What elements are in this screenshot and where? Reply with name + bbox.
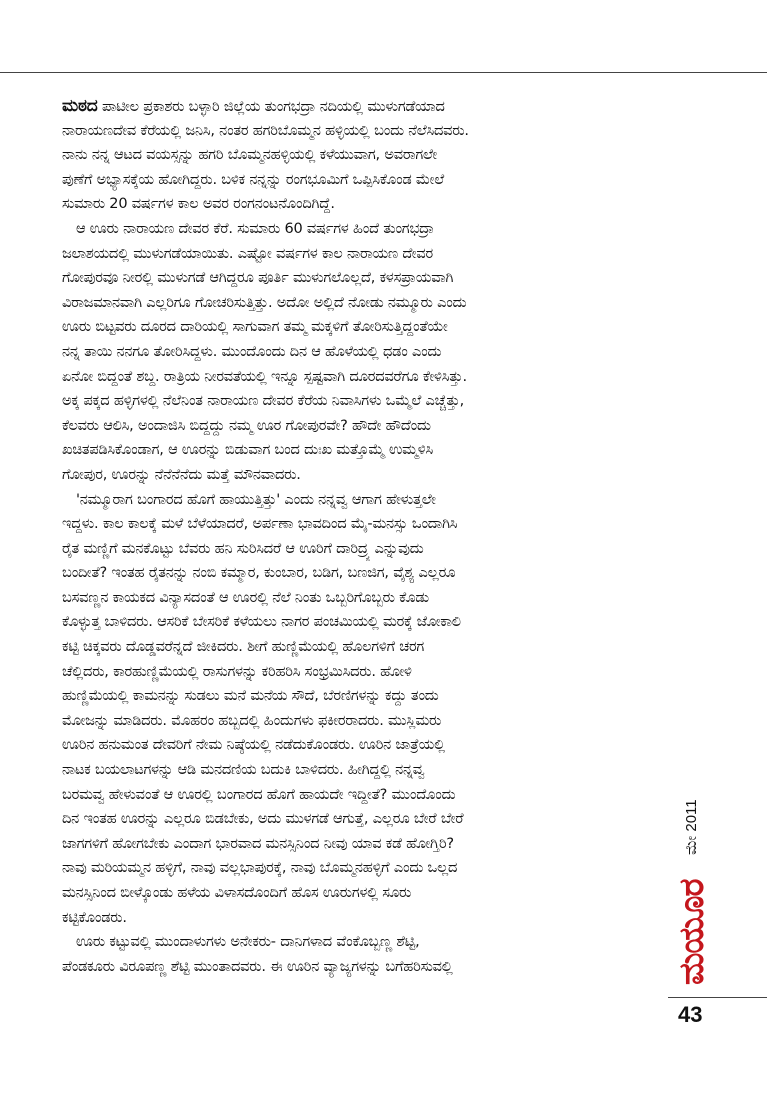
text-line: ಬಸವಣ್ಣನ ಕಾಯಕದ ವಿನ್ಯಾಸದಂತೆ ಆ ಊರಲ್ಲಿ ನೆಲೆ ನಿಂತು ಒಬ್ಬರಿಗೊಬ್ಬರು ಕೊಡು <box>62 589 429 606</box>
text-line: ಖಚಿತಪಡಿಸಿಕೊಂಡಾಗ, ಆ ಊರನ್ನು ಬಿಡುವಾಗ ಬಂದ ದುಃಖ ಮತ್ತೊಮ್ಮೆ ಉಮ್ಮಳಿಸಿ <box>62 442 433 459</box>
text-line: ದಿನ ಇಂತಹ ಊರನ್ನು ಎಲ್ಲರೂ ಬಿಡಬೇಕು, ಅದು ಮುಳಗಡೆ ಆಗುತ್ತೆ, ಎಲ್ಲರೂ ಬೇರೆ ಬೇರೆ <box>62 811 464 828</box>
text-line: ಬರಮವ್ವ ಹೇಳುವಂತೆ ಆ ಊರಲ್ಲಿ ಬಂಗಾರದ ಹೊಗೆ ಹಾಯದೇ ಇದ್ದೀತೆ? ಮುಂದೊಂದು <box>62 786 456 803</box>
text-line: ಚೆಲ್ಲಿದರು, ಕಾರಹುಣ್ಣಿಮೆಯಲ್ಲಿ ರಾಸುಗಳನ್ನು ಕರಿಹರಿಸಿ ಸಂಭ್ರಮಿಸಿದರು. ಹೋಳಿ <box>62 663 412 680</box>
text-line: ನಾಟಕ ಬಯಲಾಟಗಳನ್ನು ಆಡಿ ಮನದಣಿಯ ಬದುಕಿ ಬಾಳಿದರು. ಹೀಗಿದ್ದಲ್ಲಿ ನನ್ನವ್ವ <box>62 762 425 779</box>
text-line: ರೈತ ಮಣ್ಣಿಗೆ ಮನಕೊಟ್ಟು ಬೆವರು ಹನಿ ಸುರಿಸಿದರೆ ಆ ಊರಿಗೆ ದಾರಿದ್ರ್ಯ ಎನ್ನುವುದು <box>62 540 424 557</box>
text-line: ಊರಿನ ಹನುಮಂತ ದೇವರಿಗೆ ನೇಮ ನಿಷ್ಠೆಯಲ್ಲಿ ನಡೆದುಕೊಂಡರು. ಊರಿನ ಜಾತ್ರೆಯಲ್ಲಿ <box>62 737 445 754</box>
issue-date: ಮೇ 2011 <box>683 799 700 855</box>
text-line: ಏನೋ ಬಿದ್ದಂತೆ ಶಬ್ದ. ರಾತ್ರಿಯ ನೀರವತೆಯಲ್ಲಿ ಇನ್ನೂ ಸ್ಪಷ್ಟವಾಗಿ ದೂರದವರೆಗೂ ಕೇಳಿಸಿತ್ತು. <box>62 368 467 385</box>
text-line: ಗೋಪುರವೂ ನೀರಲ್ಲಿ ಮುಳುಗಡೆ ಆಗಿದ್ದರೂ ಪೂರ್ತಿ ಮುಳುಗಲೊಲ್ಲದೆ, ಕಳಸಪ್ರಾಯವಾಗಿ <box>62 270 454 287</box>
text-line-content: ಪಾಟೀಲ ಪ್ರಕಾಶರು ಬಳ್ಳಾರಿ ಜಿಲ್ಲೆಯ ತುಂಗಭದ್ರಾ ನದಿಯಲ್ಲಿ ಮುಳುಗಡೆಯಾದ <box>97 99 445 115</box>
page-number: 43 <box>678 1002 703 1027</box>
text-line: ಕಟ್ಟಿ ಚಿಕ್ಕವರು ದೊಡ್ಡವರೆನ್ನದೆ ಜೀಕಿದರು. ಶೀಗೆ ಹುಣ್ಣಿಮೆಯಲ್ಲಿ ಹೊಲಗಳಿಗೆ ಚರಗ <box>62 639 425 656</box>
dropcap-word: ಮಠದ <box>62 96 98 116</box>
text-line: ಜಾಗಗಳಿಗೆ ಹೋಗಬೇಕು ಎಂದಾಗ ಭಾರವಾದ ಮನಸ್ಸಿನಿಂದ ನೀವು ಯಾವ ಕಡೆ ಹೋಗ್ತಿರಿ? <box>62 835 454 852</box>
text-line: ಇದ್ದಳು. ಕಾಲ ಕಾಲಕ್ಕೆ ಮಳೆ ಬೆಳೆಯಾದರೆ, ಅರ್ಪಣಾ ಭಾವದಿಂದ ಮೈ-ಮನಸ್ಸು ಒಂದಾಗಿಸಿ <box>62 516 458 533</box>
text-line: ಬಂದೀತೆ? ಇಂತಹ ರೈತನನ್ನು ನಂಬಿ ಕಮ್ಮಾರ, ಕುಂಬಾರ, ಬಡಿಗ, ಬಣಜಿಗ, ವೈಶ್ಯ ಎಲ್ಲರೂ <box>62 565 456 582</box>
text-line <box>62 94 662 119</box>
text-line: ಕೊಳ್ಳುತ್ತ ಬಾಳಿದರು. ಆಸರಿಕೆ ಬೇಸರಿಕೆ ಕಳೆಯಲು ನಾಗರ ಪಂಚಮಿಯಲ್ಲಿ ಮರಕ್ಕೆ ಜೋಕಾಲಿ <box>62 614 461 631</box>
text-line: 'ನಮ್ಮೂರಾಗ ಬಂಗಾರದ ಹೊಗೆ ಹಾಯುತ್ತಿತ್ತು' ಎಂದು ನನ್ನವ್ವ ಆಗಾಗ ಹೇಳುತ್ತಲೇ <box>76 491 436 508</box>
text-line: ಕೆಲವರು ಆಲಿಸಿ, ಅಂದಾಜಿಸಿ ಬಿದ್ದದ್ದು ನಮ್ಮ ಊರ ಗೋಪುರವೇ? ಹೌದೇ ಹೌದೆಂದು <box>62 417 431 434</box>
text-line: ಮೋಜನ್ನು ಮಾಡಿದರು. ಮೊಹರಂ ಹಬ್ಬದಲ್ಲಿ ಹಿಂದುಗಳು ಫಕೀರರಾದರು. ಮುಸ್ಲಿಮರು <box>62 712 442 729</box>
magazine-masthead: ಮಯೂರ <box>672 879 712 985</box>
text-line: ಕಟ್ಟಿಕೊಂಡರು. <box>62 909 127 926</box>
text-line: ವಿರಾಜಮಾನವಾಗಿ ಎಲ್ಲರಿಗೂ ಗೋಚರಿಸುತ್ತಿತ್ತು. ಅದೋ ಅಲ್ಲಿದೆ ನೋಡು ನಮ್ಮೂರು ಎಂದು <box>62 294 467 311</box>
text-line: ಪೆಂಡಕೂರು ವಿರೂಪಣ್ಣ ಶೆಟ್ಟಿ ಮುಂತಾದವರು. ಈ ಊರಿನ ವ್ಯಾಜ್ಯಗಳನ್ನು ಬಗೆಹರಿಸುವಲ್ಲಿ <box>62 958 453 975</box>
text-line: ಪುಣೆಗೆ ಅಭ್ಯಾಸಕ್ಕೆಯ ಹೋಗಿದ್ದರು. ಬಳಿಕ ನನ್ನನ್ನು ರಂಗಭೂಮಿಗೆ ಒಪ್ಪಿಸಿಕೊಂಡ ಮೇಲೆ <box>62 171 445 188</box>
text-line: ನಾನು ನನ್ನ ಆಟದ ವಯಸ್ಸನ್ನು ಹಗರಿ ಬೊಮ್ಮನಹಳ್ಳಿಯಲ್ಲಿ ಕಳೆಯುವಾಗ, ಅವರಾಗಲೇ <box>62 147 438 164</box>
article-body <box>62 94 662 979</box>
top-rule <box>0 72 767 73</box>
footer-rule <box>668 997 767 998</box>
text-line: ಗೋಪುರ, ಊರನ್ನು ನೆನೆನೆನೆದು ಮತ್ತೆ ಮೌನವಾದರು. <box>62 466 301 483</box>
text-line: ನಾರಾಯಣದೇವ ಕೆರೆಯಲ್ಲಿ ಜನಿಸಿ, ನಂತರ ಹಗರಿಬೊಮ್ಮನ ಹಳ್ಳಿಯಲ್ಲಿ ಬಂದು ನೆಲೆಸಿದವರು. <box>62 122 469 139</box>
text-line: ಊರು ಕಟ್ಟುವಲ್ಲಿ ಮುಂದಾಳುಗಳು ಅನೇಕರು- ದಾನಿಗಳಾದ ವೆಂಕೊಬ್ಬಣ್ಣ ಶೆಟ್ಟಿ, <box>76 934 420 951</box>
text-line: ನಾವು ಮರಿಯಮ್ಮನ ಹಳ್ಳಿಗೆ, ನಾವು ವಲ್ಲಭಾಪುರಕ್ಕೆ, ನಾವು ಬೊಮ್ಮನಹಳ್ಳಿಗೆ ಎಂದು ಒಲ್ಲದ <box>62 860 458 877</box>
text-line: ಹುಣ್ಣಿಮೆಯಲ್ಲಿ ಕಾಮನನ್ನು ಸುಡಲು ಮನೆ ಮನೆಯ ಸೌದೆ, ಬೆರಣಿಗಳನ್ನು ಕದ್ದು ತಂದು <box>62 688 439 705</box>
text-line: ಊರು ಬಿಟ್ಟವರು ದೂರದ ದಾರಿಯಲ್ಲಿ ಸಾಗುವಾಗ ತಮ್ಮ ಮಕ್ಕಳಿಗೆ ತೋರಿಸುತ್ತಿದ್ದಂತೆಯೇ <box>62 319 448 336</box>
text-line: ಅಕ್ಕ ಪಕ್ಕದ ಹಳ್ಳಿಗಳಲ್ಲಿ ನೆಲೆನಿಂತ ನಾರಾಯಣ ದೇವರ ಕೆರೆಯ ನಿವಾಸಿಗಳು ಒಮ್ಮೆಲೆ ಎಚ್ಚೆತ್ತು, <box>62 393 465 410</box>
text-line: ನನ್ನ ತಾಯಿ ನನಗೂ ತೋರಿಸಿದ್ದಳು. ಮುಂದೊಂದು ದಿನ ಆ ಹೊಳೆಯಲ್ಲಿ ಧಡಂ ಎಂದು <box>62 343 442 360</box>
text-line: ಮನಸ್ಸಿನಿಂದ ಬೀಳ್ಕೊಂಡು ಹಳೆಯ ವಿಳಾಸದೊಂದಿಗೆ ಹೊಸ ಊರುಗಳಲ್ಲಿ ಸೂರು <box>62 885 412 901</box>
text-line: ಆ ಊರು ನಾರಾಯಣ ದೇವರ ಕೆರೆ. ಸುಮಾರು 60 ವರ್ಷಗಳ ಹಿಂದೆ ತುಂಗಭದ್ರಾ <box>76 220 435 237</box>
text-line: ಸುಮಾರು 20 ವರ್ಷಗಳ ಕಾಲ ಅವರ ರಂಗನಂಟನೊಂದಿಗಿದ್ದೆ. <box>62 196 335 213</box>
text-line: ಜಲಾಶಯದಲ್ಲಿ ಮುಳುಗಡೆಯಾಯಿತು. ಎಷ್ಟೋ ವರ್ಷಗಳ ಕಾಲ ನಾರಾಯಣ ದೇವರ <box>62 245 433 262</box>
